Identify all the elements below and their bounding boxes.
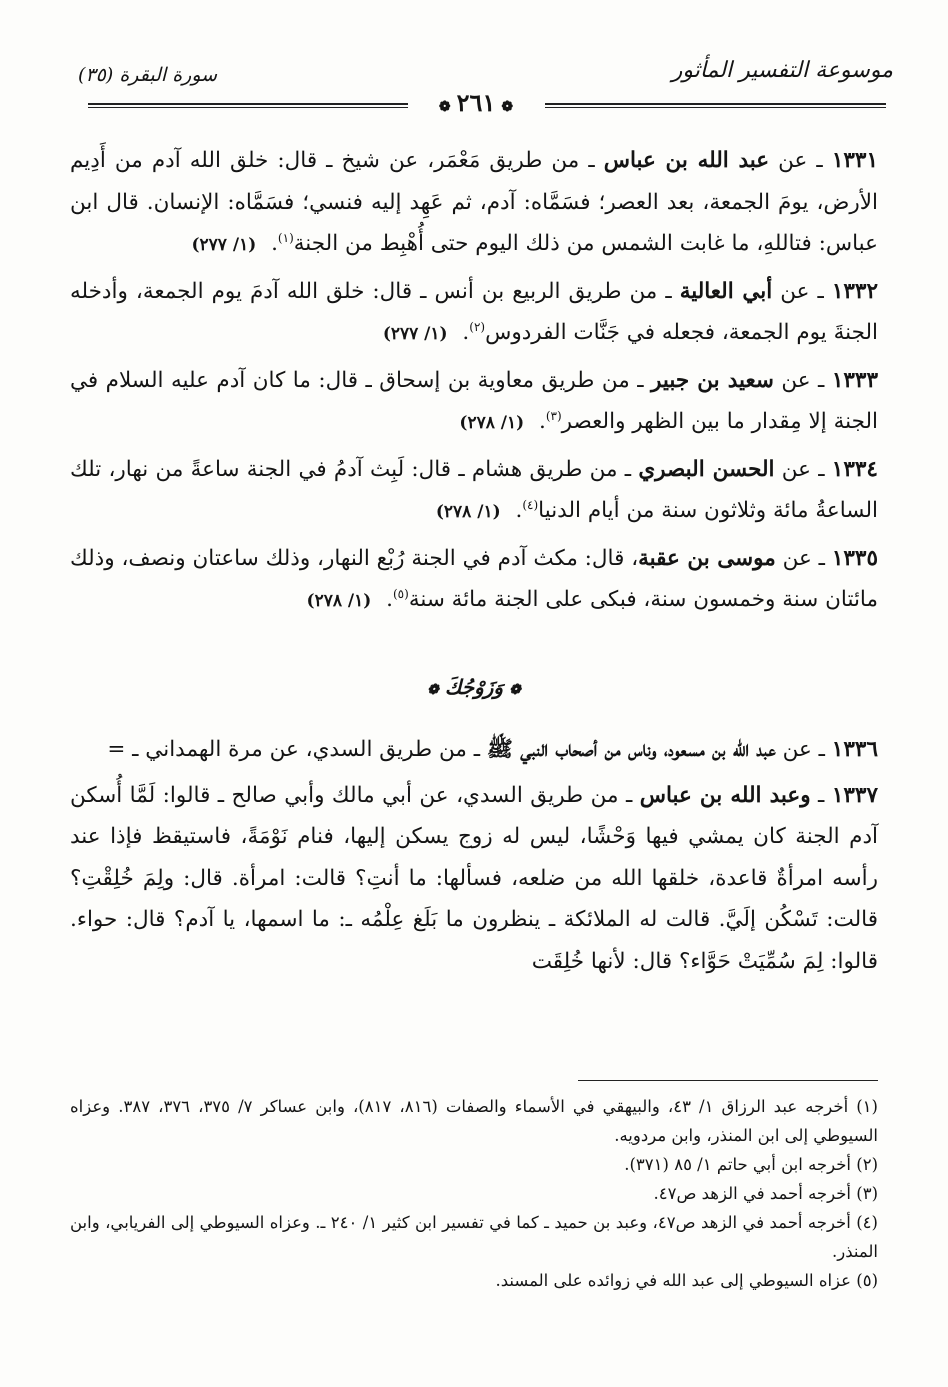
footnote-marker: (٢) (469, 319, 486, 334)
footnotes (70, 1092, 878, 1295)
footnote: (٣) أخرجه أحمد في الزهد ص٤٧. (653, 1184, 878, 1203)
entry-number: ١٣٣١ (831, 148, 879, 173)
surah-header (78, 64, 217, 86)
entry-number: ١٣٣٤ (831, 456, 878, 482)
narration-text: ـ من طريق معاوية بن إسحاق ـ قال: ما كان آدم عليه السلام في الجنة إلا مِقدار ما بين الظهر والعصر (70, 367, 878, 434)
narration-entry: ١٣٣٣ ـ عن سعيد بن جبير ـ من طريق معاوية بن إسحاق ـ قال: ما كان آدم عليه السلام في الجنة إلا مِقدار ما بين الظهر والعصر$^{(٣)}$. (١/ ٢٧٨) (70, 367, 879, 434)
surah-name: سورة البقرة (119, 64, 218, 86)
ornament-icon: ❁ (438, 99, 451, 115)
narration-entry: ١٣٣٢ ـ عن أبي العالية ـ من طريق الربيع بن أنس ـ قال: خلق الله آدمَ يوم الجمعة، وأدخله الجنةَ يوم الجمعة، فجعله في جَنَّات الفردوس$^{(٢)}$. (١/ ٢٧٧) (70, 278, 879, 345)
entry-number: ١٣٣٥ (831, 545, 879, 571)
header-rule (88, 107, 408, 108)
ornament-icon: ❁ (427, 681, 439, 698)
narration-text: ـ من طريق مَعْمَر، عن شيخ ـ قال: خلق الله آدم من أَدِيم الأرض، يومَ الجمعة، بعد العصر؛ فسَمَّاه: آدم، ثم عَهِد إليه فنسي؛ فسَمَّاه: الإنسان. قال ابن عباس: فتاللهِ، ما غابت الشمس من ذلك اليوم حتى أُهْبِط من الجنة (70, 148, 878, 256)
narration-text: قال: مكث آدم في الجنة رُبْع النهار، وذلك ساعتان ونصف، وذلك مائتان سنة وخمسون سنة، فبكى على الجنة مائة سنة (70, 545, 878, 612)
narration-entry: ١٣٣٤ ـ عن الحسن البصري ـ من طريق هشام ـ قال: لَبِث آدمُ في الجنة ساعةً من نهار، تلك الساعةُ مائة وثلاثون سنة من أيام الدنيا$^{(٤)}$. (١/ ٢٧٨) (70, 456, 878, 523)
entry-number: ١٣٣٦ (831, 737, 878, 762)
footnote-rule (578, 1080, 878, 1081)
narrator: وعبد الله بن عباس (639, 782, 811, 808)
header-rule (88, 103, 408, 105)
narrator: عبد الله بن عباس (603, 148, 770, 173)
narration-text: ـ من طريق الربيع بن أنس ـ قال: خلق الله آدمَ يوم الجمعة، وأدخله الجنةَ يوم الجمعة، فجعله في جَنَّات الفردوس (70, 278, 878, 345)
narration-entry: ١٣٣٦ ـ عن عبد الله بن مسعود، وناس من أصحاب النبي ﷺ ـ من طريق السدي، عن مرة الهمداني ـ = (107, 737, 878, 762)
header-rule (545, 103, 886, 105)
footnote-marker: (٣) (545, 408, 562, 423)
narrator: سعيد بن جبير (651, 367, 774, 393)
book-title: موسوعة التفسير المأثور (671, 58, 893, 83)
verse-ref: (٣٥) (78, 64, 114, 86)
footnote-marker: (٤) (522, 497, 539, 512)
page-number: ❁٢٦١❁ (408, 88, 544, 117)
header-rule (545, 107, 886, 108)
footnote: (٥) عزاه السيوطي إلى عبد الله في زوائده على المسند. (495, 1271, 878, 1290)
narrator: أبي العالية (679, 278, 773, 304)
source-ref: (١/ ٢٧٨) (435, 502, 501, 522)
source-ref: (١/ ٢٧٨) (459, 413, 525, 433)
entry-number: ١٣٣٣ (831, 367, 879, 393)
footnote-marker: (٥) (392, 586, 409, 601)
footnote: (٢) أخرجه ابن أبي حاتم ١/ ٨٥ (٣٧١). (624, 1155, 878, 1174)
source-ref: (١/ ٢٧٧) (191, 235, 257, 255)
main-text (70, 140, 878, 986)
footnote-marker: (١) (277, 230, 294, 245)
narration-entry: ١٣٣٧ ـ وعبد الله بن عباس ـ من طريق السدي، عن أبي مالك وأبي صالح ـ قالوا: لَمَّا أُسكن آدم الجنة كان يمشي فيها وَحْشًا، ليس له زوج يسكن إليها، فنام نَوْمَةً، فاستيقظ فإذا عند رأسه امرأةٌ قاعدة، خلقها الله من ضلعه، فسألها: ما أنتِ؟ قالت: امرأة. قال: ولِمَ خُلِقْتِ؟ قالت: تَسْكُن إلَيَّ. قالت له الملائكة ـ ينظرون ما بَلَغ عِلْمُه ـ: ما اسمها، يا آدم؟ قال: حواء. قالوا: لِمَ سُمِّيَتْ حَوَّاء؟ قال: لأنها خُلِقَت (70, 782, 879, 974)
entry-number: ١٣٣٢ (831, 278, 879, 304)
footnote: (٤) أخرجه أحمد في الزهد ص٤٧، وعبد بن حميد ـ كما في تفسير ابن كثير ١/ ٢٤٠ ـ. وعزاه السيوطي إلى الفريابي، وابن المنذر. (70, 1213, 878, 1261)
narration-entry: ١٣٣٥ ـ عن موسى بن عقبة، قال: مكث آدم في الجنة رُبْع النهار، وذلك ساعتان ونصف، وذلك مائتان سنة وخمسون سنة، فبكى على الجنة مائة سنة$^{(٥)}$. (١/ ٢٧٨) (70, 545, 879, 612)
source-ref: (١/ ٢٧٨) (306, 591, 372, 611)
section-heading: ❁وَزَوْجُكَ❁ (427, 674, 521, 699)
narration-entry: ١٣٣١ ـ عن عبد الله بن عباس ـ من طريق مَعْمَر، عن شيخ ـ قال: خلق الله آدم من أَدِيم الأرض، يومَ الجمعة، بعد العصر؛ فسَمَّاه: آدم، ثم عَهِد إليه فنسي؛ فسَمَّاه: الإنسان. قال ابن عباس: فتاللهِ، ما غابت الشمس من ذلك اليوم حتى أُهْبِط من الجنة$^{(١)}$. (١/ ٢٧٧) (70, 148, 879, 256)
entry-number: ١٣٣٧ (831, 782, 879, 808)
footnote: (١) أخرجه عبد الرزاق ١/ ٤٣، والبيهقي في الأسماء والصفات (٨١٦، ٨١٧)، وابن عساكر ٧/ ٣٧٥، ٣٧٦، ٣٨٧. وعزاه السيوطي إلى ابن المنذر، وابن مردويه. (70, 1097, 878, 1145)
narration-text: ـ من طريق السدي، عن مرة الهمداني ـ = (107, 737, 480, 762)
narrator: الحسن البصري (638, 456, 775, 482)
ornament-icon: ❁ (501, 99, 514, 115)
ornament-icon: ❁ (509, 681, 521, 698)
narrator: موسى بن عقبة (638, 545, 776, 571)
narration-text: ـ من طريق هشام ـ قال: لَبِث آدمُ في الجنة ساعةً من نهار، تلك الساعةُ مائة وثلاثون سنة من أيام الدنيا (70, 456, 878, 523)
source-ref: (١/ ٢٧٧) (382, 324, 448, 344)
narration-text: ـ من طريق السدي، عن أبي مالك وأبي صالح ـ قالوا: لَمَّا أُسكن آدم الجنة كان يمشي فيها وَحْشًا، ليس له زوج يسكن إليها، فنام نَوْمَةً، فاستيقظ فإذا عند رأسه امرأةٌ قاعدة، خلقها الله من ضلعه، فسألها: ما أنتِ؟ قالت: امرأة. قال: ولِمَ خُلِقْتِ؟ قالت: تَسْكُن إلَيَّ. قالت له الملائكة ـ ينظرون ما بَلَغ عِلْمُه ـ: ما اسمها، يا آدم؟ قال: حواء. قالوا: لِمَ سُمِّيَتْ حَوَّاء؟ قال: لأنها خُلِقَت (70, 782, 878, 974)
narrator: عبد الله بن مسعود، وناس من أصحاب النبي ﷺ (486, 737, 776, 762)
